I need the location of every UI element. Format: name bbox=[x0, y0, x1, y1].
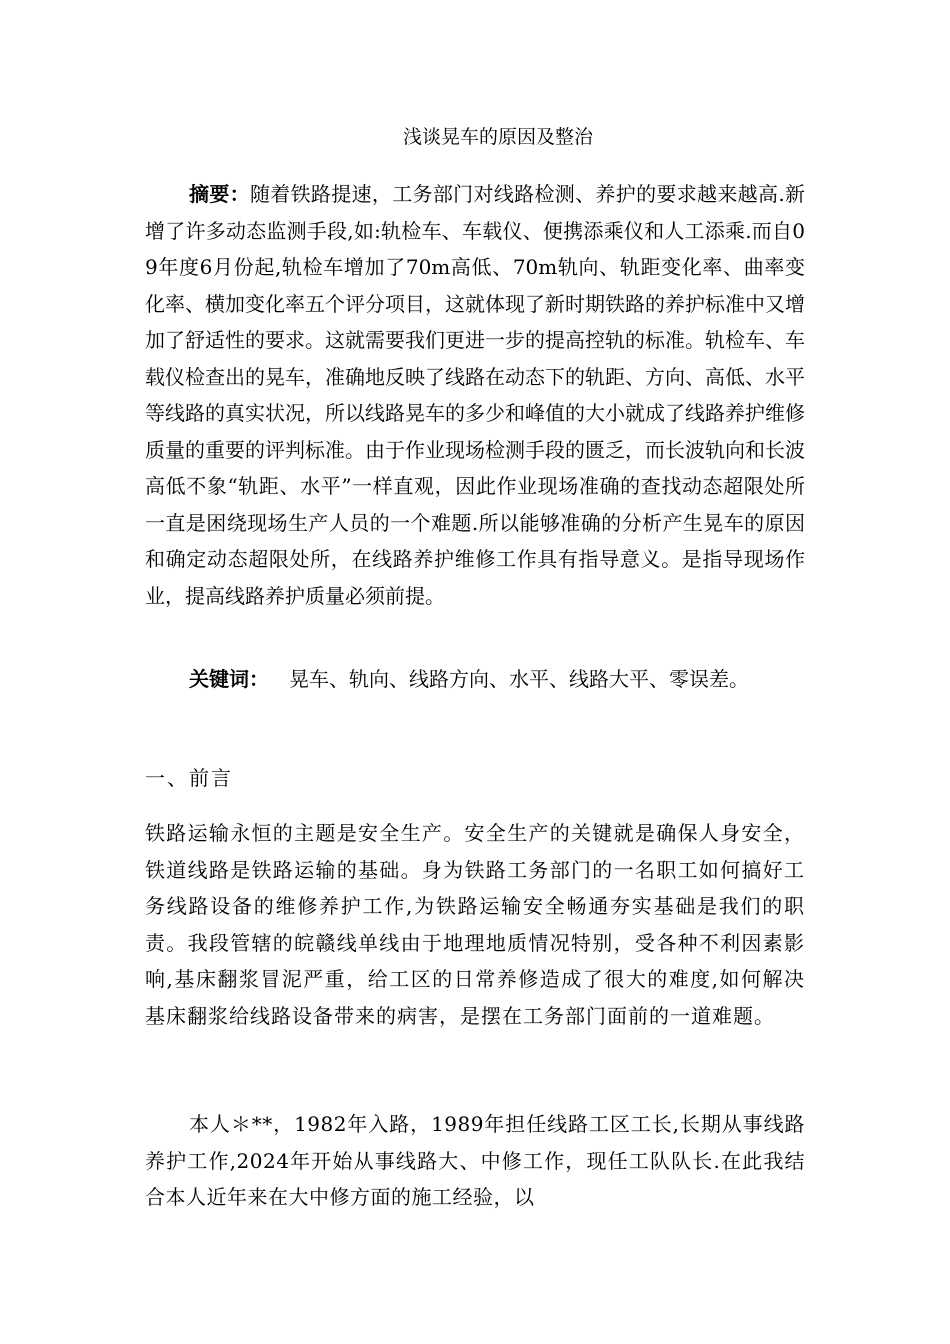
abstract-label: 摘要： bbox=[189, 182, 250, 206]
keywords-label: 关键词： bbox=[189, 667, 269, 691]
abstract-paragraph bbox=[145, 176, 805, 614]
preface-paragraph-1: 铁路运输永恒的主题是安全生产。安全生产的关键就是确保人身安全，铁道线路是铁路运输的基础。身为铁路工务部门的一名职工如何搞好工务线路设备的维修养护工作,为铁路运输安全畅通夯实基础是我们的职责。我段管辖的皖赣线单线由于地理地质情况特别，受各种不利因素影响,基床翻浆冒泥严重，给工区的日常养修造成了很大的难度,如何解决基床翻浆给线路设备带来的病害，是摆在工务部门面前的一道难题。 bbox=[145, 821, 805, 1028]
document-title: 浅谈晃车的原因及整治 bbox=[402, 126, 593, 148]
preface-paragraph-2: 本人＊**，1982年入路，1989年担任线路工区工长,长期从事线路养护工作,2024年开始从事线路大、中修工作，现任工队队长.在此我结合本人近年来在大中修方面的施工经验，以 bbox=[145, 1112, 805, 1209]
section-heading-preface: 一、前言 bbox=[145, 766, 233, 790]
keywords-text: 晃车、轨向、线路方向、水平、线路大平、零误差。 bbox=[289, 667, 749, 691]
abstract-text: 随着铁路提速，工务部门对线路检测、养护的要求越来越高.新增了许多动态监测手段,如:轨检车、车载仪、便携添乘仪和人工添乘.而自09年度6月份起,轨检车增加了70m高低、70m轨向、轨距变化率、曲率变化率、横加变化率五个评分项目，这就体现了新时期铁路的养护标准中又增加了舒适性的要求。这就需要我们更进一步的提高控轨的标准。轨检车、车载仪检查出的晃车，准确地反映了线路在动态下的轨距、方向、高低、水平等线路的真实状况，所以线路晃车的多少和峰值的大小就成了线路养护维修质量的重要的评判标准。由于作业现场检测手段的匮乏，而长波轨向和长波高低不象“轨距、水平”一样直观，因此作业现场准确的查找动态超限处所一直是困绕现场生产人员的一个难题.所以能够准确的分析产生晃车的原因和确定动态超限处所，在线路养护维修工作具有指导意义。是指导现场作业，提高线路养护质量必须前提。 bbox=[145, 182, 806, 608]
keywords-paragraph bbox=[145, 661, 805, 698]
